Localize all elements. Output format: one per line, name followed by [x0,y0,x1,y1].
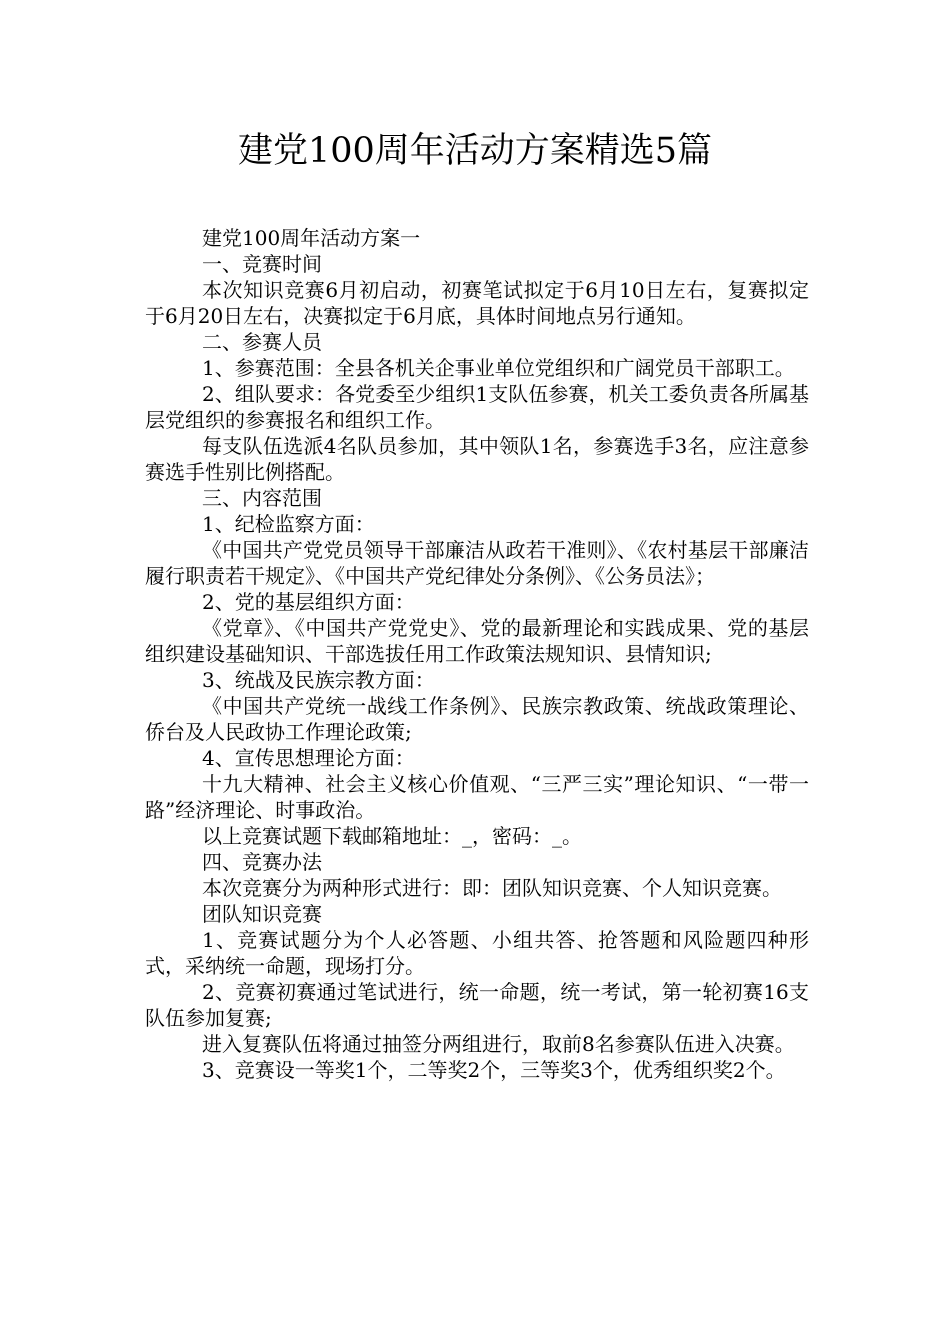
section-heading-plan-one: 建党100周年活动方案一 [202,226,421,250]
subheading-team-contest: 团队知识竞赛 [202,902,322,926]
section-heading-method: 四、竞赛办法 [202,850,322,874]
subheading-grassroots: 2、党的基层组织方面： [202,590,415,614]
document-body [145,225,809,1083]
subheading-united-front: 3、统战及民族宗教方面： [202,668,435,692]
paragraph-question-types: 1、竞赛试题分为个人必答题、小组共答、抢答题和风险题四种形式，采纳统一命题，现场打分。 [145,928,809,978]
section-heading-participants: 二、参赛人员 [202,330,322,354]
document-title: 建党100周年活动方案精选5篇 [237,131,713,171]
paragraph-team-size: 每支队伍选派4名队员参加，其中领队1名，参赛选手3名，应注意参赛选手性别比例搭配。 [145,434,809,484]
section-heading-time: 一、竞赛时间 [202,252,322,276]
paragraph-grassroots: 《党章》、《中国共产党党史》、党的最新理论和实践成果、党的基层组织建设基础知识、干部选拔任用工作政策法规知识、县情知识; [145,616,809,666]
paragraph-united-front: 《中国共产党统一战线工作条例》、民族宗教政策、统战政策理论、侨台及人民政协工作理论政策; [145,694,809,744]
paragraph-method: 本次竞赛分为两种形式进行：即：团队知识竞赛、个人知识竞赛。 [202,876,782,900]
subheading-publicity: 4、宣传思想理论方面： [202,746,415,770]
section-heading-content: 三、内容范围 [202,486,322,510]
paragraph-awards: 3、竞赛设一等奖1个，二等奖2个，三等奖3个，优秀组织奖2个。 [202,1058,786,1082]
subheading-discipline: 1、纪检监察方面： [202,512,375,536]
paragraph-download: 以上竞赛试题下载邮箱地址：_，密码：_。 [202,824,582,848]
paragraph-publicity: 十九大精神、社会主义核心价值观、“三严三实”理论知识、“一带一路”经济理论、时事政治。 [145,772,809,822]
paragraph-discipline: 《中国共产党党员领导干部廉洁从政若干准则》、《农村基层干部廉洁履行职责若干规定》、《中国共产党纪律处分条例》、《公务员法》； [145,538,809,588]
paragraph-time: 本次知识竞赛6月初启动，初赛笔试拟定于6月10日左右，复赛拟定于6月20日左右，决赛拟定于6月底，具体时间地点另行通知。 [145,278,809,328]
paragraph-preliminary: 2、竞赛初赛通过笔试进行，统一命题，统一考试，第一轮初赛16支队伍参加复赛; [145,980,809,1030]
paragraph-team-requirements: 2、组队要求：各党委至少组织1支队伍参赛，机关工委负责各所属基层党组织的参赛报名和组织工作。 [145,382,809,432]
paragraph-scope: 1、参赛范围：全县各机关企事业单位党组织和广阔党员干部职工。 [202,356,795,380]
paragraph-semifinal: 进入复赛队伍将通过抽签分两组进行，取前8名参赛队伍进入决赛。 [202,1032,795,1056]
